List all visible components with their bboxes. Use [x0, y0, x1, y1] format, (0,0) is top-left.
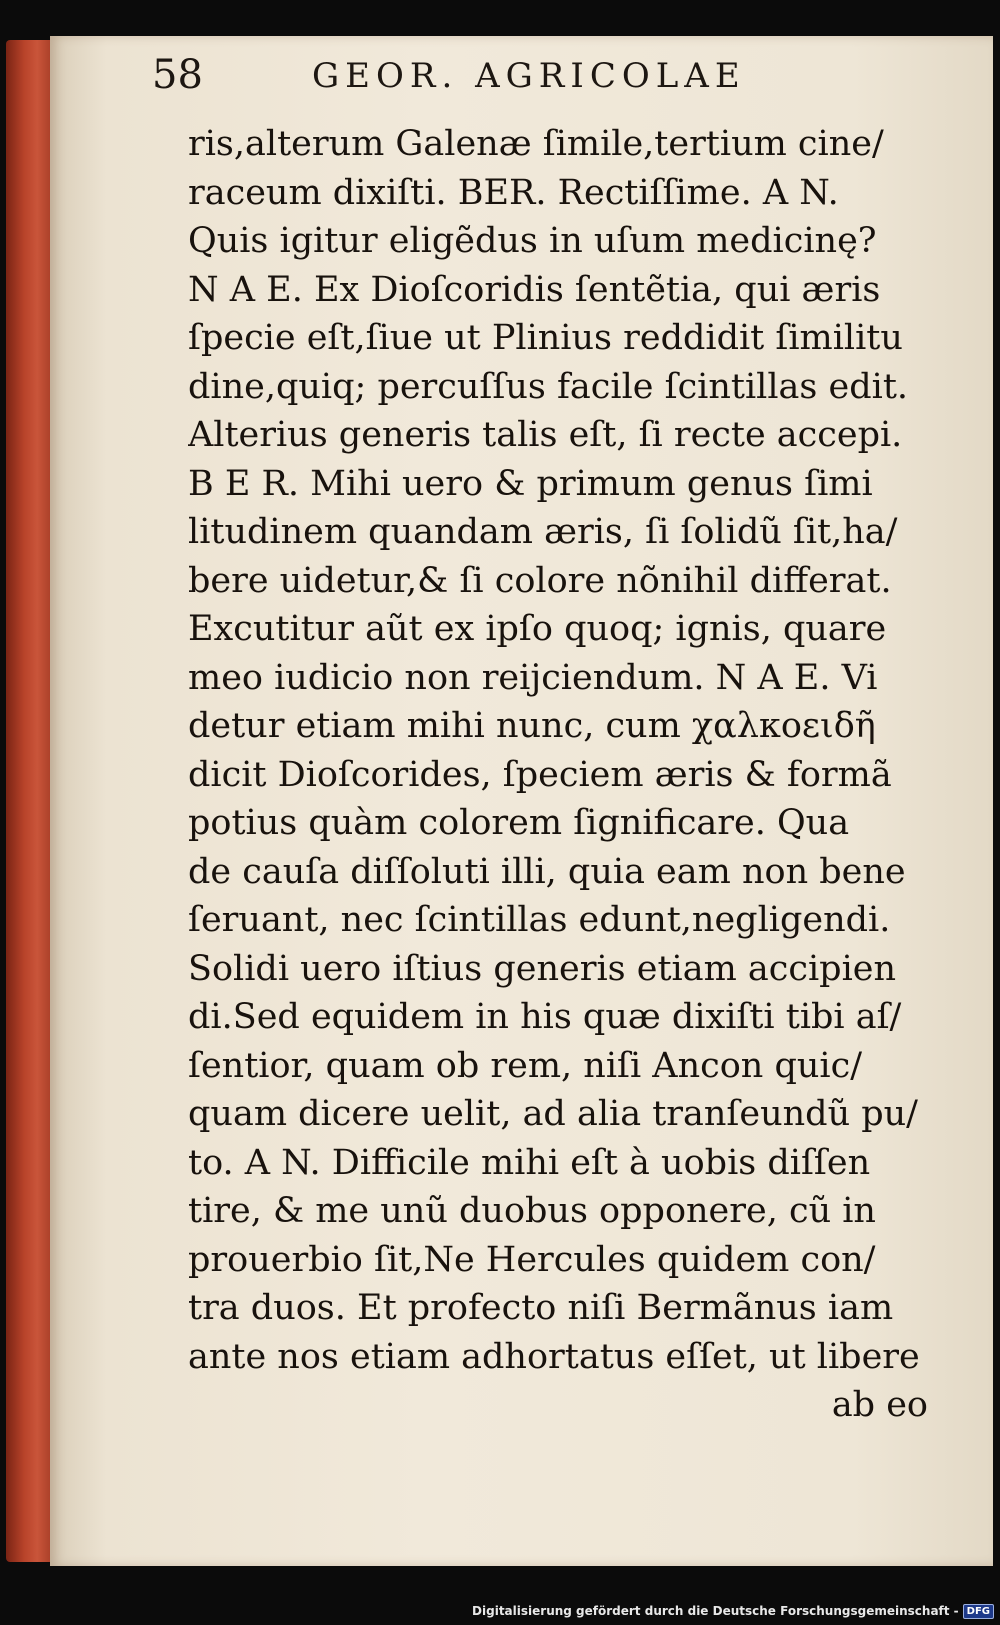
text-line: to. A N. Difficile mihi eſt à uobis diſſen — [188, 1142, 871, 1183]
text-line: ſpecie eſt,ſiue ut Plinius reddidit ſimilitu — [188, 318, 903, 358]
text-line: B E R. Mihi uero & primum genus ſimi — [188, 463, 873, 504]
text-line: ſentior, quam ob rem, niſi Ancon quic/ — [188, 1045, 862, 1086]
text-line: N A E. Ex Dioſcoridis ſentẽtia, qui æris — [188, 269, 881, 310]
text-line: ſeruant, nec ſcintillas edunt,negligendi. — [188, 900, 891, 940]
text-line: Quis igitur eligẽdus in uſum medicinę? — [188, 221, 877, 261]
page-number: 58 — [152, 52, 203, 98]
text-line: bere uidetur,& ſi colore nõnihil differat. — [188, 560, 892, 601]
text-line: ante nos etiam adhortatus eſſet, ut libere — [188, 1336, 920, 1377]
text-line: meo iudicio non reijciendum. N A E. Vi — [188, 657, 878, 698]
text-line: de cauſa diſſoluti illi, quia eam non bene — [188, 851, 906, 892]
page-header — [152, 52, 852, 108]
text-line: prouerbio ſit,Ne Hercules quidem con/ — [188, 1239, 876, 1280]
text-line: potius quàm colorem ſignificare. Qua — [188, 803, 850, 843]
text-line: tra duos. Et profecto niſi Bermãnus iam — [188, 1288, 894, 1328]
text-line: Excutitur aũt ex ipſo quoq; ignis, quare — [188, 609, 887, 649]
body-text — [188, 120, 928, 1430]
text-line: ris,alterum Galenæ ſimile,tertium cine/ — [188, 124, 884, 164]
text-line: Alterius generis talis eſt, ſi recte accepi. — [188, 415, 903, 455]
text-line: dine,quiq; percuſſus facile ſcintillas edit. — [188, 366, 909, 407]
text-line: quam dicere uelit, ad alia tranſeundũ pu/ — [188, 1094, 918, 1134]
catchword: ab eo — [831, 1385, 928, 1425]
text-line: litudinem quandam æris, ſi ſolidũ ſit,ha/ — [188, 512, 898, 552]
text-line: Solidi uero iſtius generis etiam accipien — [188, 948, 897, 989]
credit-text: Digitalisierung gefördert durch die Deutsche Forschungsgemeinschaft - — [472, 1604, 959, 1618]
text-line: dicit Dioſcorides, ſpeciem æris & formã — [188, 754, 892, 795]
text-line: tire, & me unũ duobus opponere, cũ in — [188, 1191, 876, 1231]
running-title: GEOR. AGRICOLAE — [312, 56, 746, 96]
text-line: raceum dixiſti. BER. Rectiſſime. A N. — [188, 172, 839, 213]
text-line: detur etiam mihi nunc, cum χαλκοειδῆ — [188, 706, 876, 746]
text-line: di.Sed equidem in his quæ dixiſti tibi aſ/ — [188, 997, 902, 1037]
digitization-credit — [472, 1601, 994, 1621]
dfg-logo: DFG — [963, 1604, 994, 1619]
